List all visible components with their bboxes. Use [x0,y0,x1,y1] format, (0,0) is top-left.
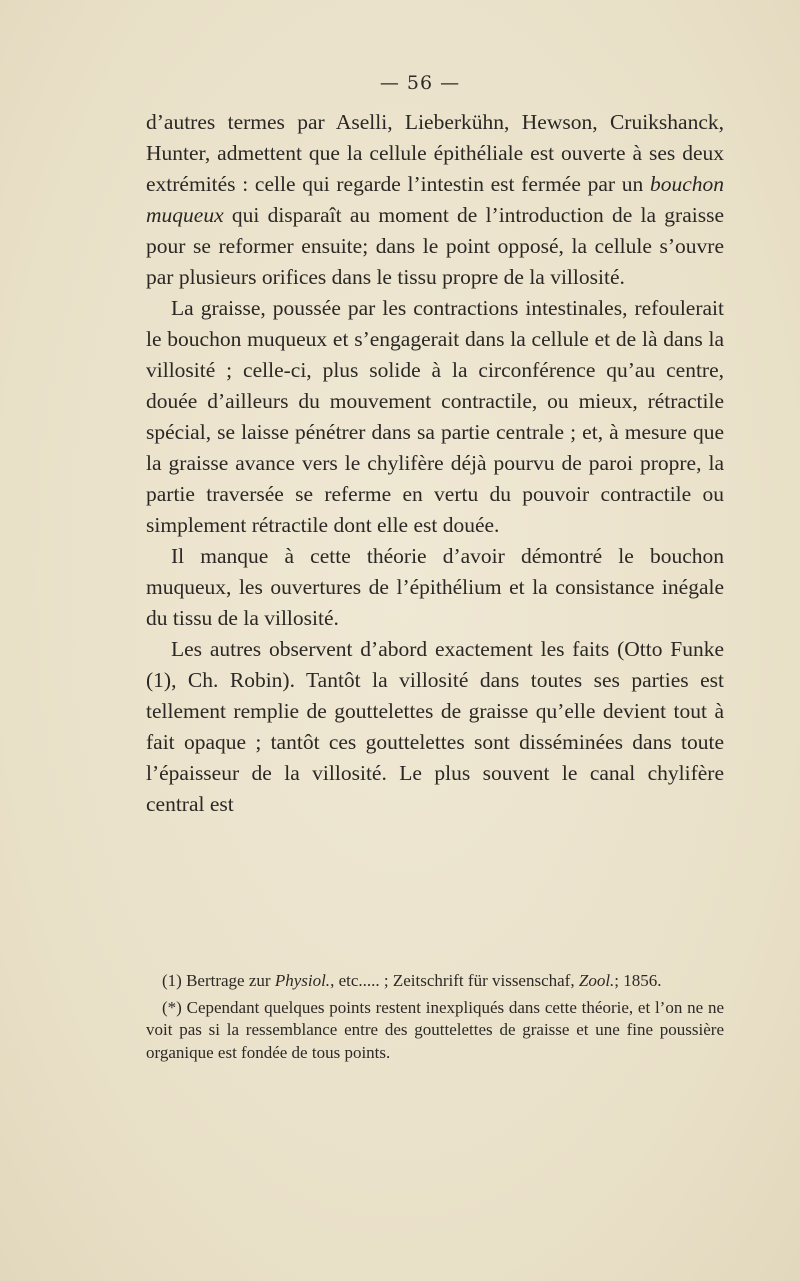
footnote-1-italic: Physiol. [274,971,331,990]
paragraph-1-end: qui disparaît au moment de l’introduction de la graisse pour se reformer ensuite; dans le point opposé, la cellule s’ouvre par plusieurs orifices dans le tissu propre de la villosité. [146,203,725,289]
footnote-1-italic-2: Zool. [578,971,615,990]
body-text [146,107,724,820]
footnote-2: (*) Cependant quelques points restent inexpliqués dans cette théorie, et l’on ne ne voit pas si la ressemblance entre des gouttelettes de graisse et une fine poussière organique est fondée de tous points. [146,997,724,1062]
paragraph-2: La graisse, poussée par les contractions intestinales, refoulerait le bouchon muqueux et s’engagerait dans la cellule et de là dans la villosité ; celle-ci, plus solide à la circonférence qu’au centre, douée d’ailleurs du mouvement contractile, ou mieux, rétractile spécial, se laisse pénétrer dans sa partie centrale ; et, à mesure que la graisse avance vers le chylifère déjà pourvu de paroi propre, la partie traversée se referme en vertu du pouvoir contractile ou simplement rétractile dont elle est douée. [146,296,724,537]
footnote-1-end: ; 1856. [614,971,662,990]
paragraph-1-italic: bouchon muqueux [146,172,724,227]
paragraph-1-text: d’autres termes par Aselli, Lieberkühn, Hewson, Cruikshanck, Hunter, admettent que la cellule épithéliale est ouverte à ses deux extrémités : celle qui regarde l’intestin est fermée par un [146,110,724,196]
footnote-1-start: (1) Bertrage zur [162,971,271,990]
footnote-1 [146,970,724,993]
footnotes [146,970,724,1064]
paragraph-4: Les autres observent d’abord exactement les faits (Otto Funke (1), Ch. Robin). Tantôt la villosité dans toutes ses parties est tellement remplie de gouttelettes de graisse qu’elle devient tout à fait opaque ; tantôt ces gouttelettes sont disséminées dans toute l’épaisseur de la villosité. Le plus souvent le canal chylifère central est [146,637,724,816]
paragraph-3: Il manque à cette théorie d’avoir démontré le bouchon muqueux, les ouvertures de l’épithélium et la consistance inégale du tissu de la villosité. [146,544,724,630]
page-number: — 56 — [379,72,461,94]
footnote-1-mid: , etc..... ; Zeitschrift für vissenschaf, [330,971,575,990]
paragraph-1 [146,107,724,293]
